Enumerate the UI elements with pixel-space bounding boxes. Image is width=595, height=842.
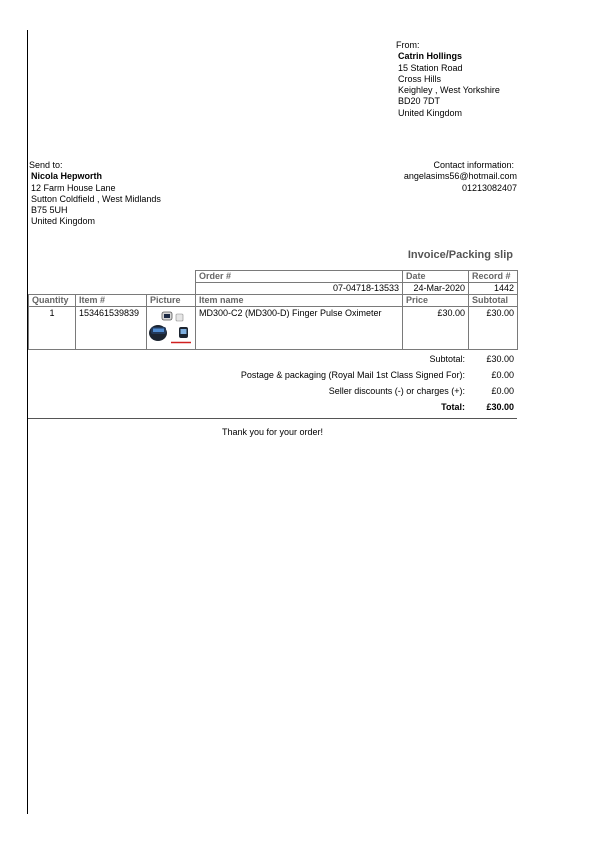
- document-title: Invoice/Packing slip: [407, 249, 513, 261]
- order-values-row: [29, 283, 518, 295]
- date-label: Date: [403, 271, 469, 283]
- discount-value: £0.00: [491, 386, 514, 396]
- send-to-line: B75 5UH: [31, 205, 68, 216]
- contact-information: [404, 160, 517, 194]
- thank-you-message: Thank you for your order!: [221, 427, 324, 437]
- date-value: 24-Mar-2020: [403, 283, 469, 295]
- record-number-label: Record #: [469, 271, 518, 283]
- contact-label: Contact information:: [433, 160, 514, 170]
- send-to-line: 12 Farm House Lane: [31, 182, 116, 193]
- send-to-line: United Kingdom: [31, 216, 96, 227]
- send-to-name: Nicola Hepworth: [31, 171, 103, 182]
- contact-phone: 01213082407: [461, 182, 517, 193]
- subtotal-label: Subtotal:: [429, 354, 465, 364]
- record-number-value: 1442: [469, 283, 518, 295]
- from-line: United Kingdom: [398, 107, 463, 118]
- section-divider: [28, 418, 517, 419]
- from-line: 15 Station Road: [398, 62, 463, 73]
- from-name: Catrin Hollings: [398, 51, 463, 62]
- subtotal-row: [150, 351, 517, 367]
- column-header: Item name: [196, 295, 403, 307]
- postage-row: [150, 367, 517, 383]
- send-to-line: Sutton Coldfield , West Midlands: [31, 193, 161, 204]
- from-address: [398, 40, 500, 119]
- totals-summary: [150, 351, 517, 415]
- item-quantity: 1: [29, 307, 76, 350]
- order-number-value: 07-04718-13533: [196, 283, 403, 295]
- contact-email: angelasims56@hotmail.com: [403, 171, 517, 182]
- discount-row: [150, 383, 517, 399]
- left-margin-rule: [27, 30, 28, 814]
- send-to-address: [31, 160, 161, 228]
- order-header-row: [29, 271, 518, 283]
- item-price: £30.00: [403, 307, 469, 350]
- item-name: MD300-C2 (MD300-D) Finger Pulse Oximeter: [196, 307, 403, 350]
- postage-value: £0.00: [491, 370, 514, 380]
- postage-label: Postage & packaging (Royal Mail 1st Class Signed For):: [240, 370, 465, 380]
- order-number-label: Order #: [196, 271, 403, 283]
- from-label: From:: [396, 40, 420, 50]
- item-picture: [147, 307, 196, 350]
- total-value: £30.00: [486, 402, 514, 412]
- item-subtotal: £30.00: [469, 307, 518, 350]
- column-header: Quantity: [29, 295, 76, 307]
- total-label: Total:: [441, 402, 465, 412]
- total-row: [150, 399, 517, 415]
- column-header-row: [29, 295, 518, 307]
- from-line: BD20 7DT: [398, 96, 441, 107]
- from-line: Keighley , West Yorkshire: [398, 85, 500, 96]
- send-to-label: Send to:: [29, 160, 63, 170]
- subtotal-value: £30.00: [486, 354, 514, 364]
- column-header: Item #: [76, 295, 147, 307]
- column-header: Picture: [147, 295, 196, 307]
- order-table: [28, 270, 518, 350]
- product-thumbnail-icon: [149, 308, 193, 346]
- from-line: Cross Hills: [398, 73, 442, 84]
- discount-label: Seller discounts (-) or charges (+):: [328, 386, 465, 396]
- column-header: Subtotal: [469, 295, 518, 307]
- table-row: [29, 307, 518, 350]
- item-number: 153461539839: [76, 307, 147, 350]
- column-header: Price: [403, 295, 469, 307]
